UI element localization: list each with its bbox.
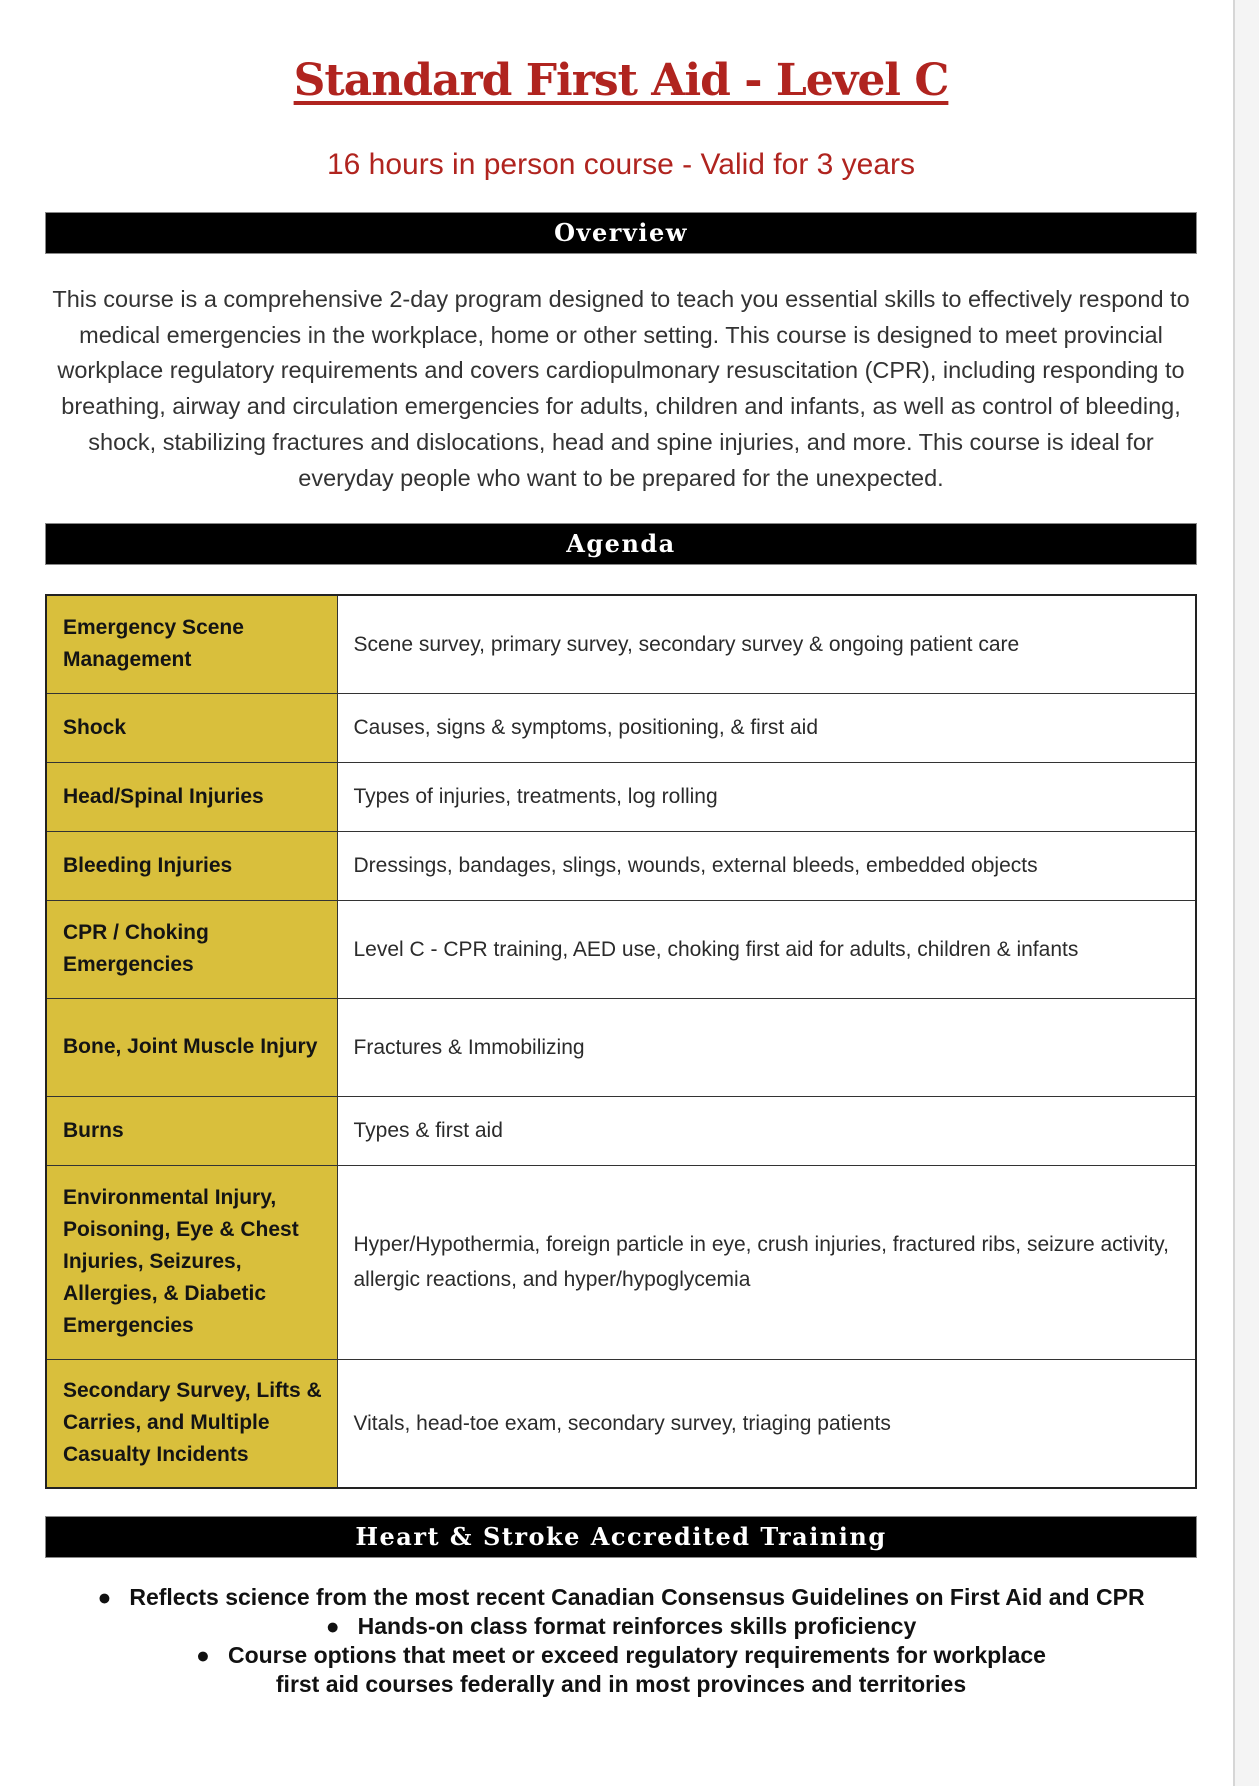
- agenda-topic: Environmental Injury, Poisoning, Eye & Chest Injuries, Seizures, Allergies, & Diabetic Emergencies: [46, 1165, 337, 1359]
- agenda-description: Types of injuries, treatments, log rolling: [337, 762, 1196, 831]
- agenda-topic: Secondary Survey, Lifts & Carries, and Multiple Casualty Incidents: [46, 1359, 337, 1488]
- overview-heading: Overview: [45, 212, 1197, 254]
- bullet-icon: ●: [196, 1642, 210, 1668]
- agenda-topic: Burns: [46, 1096, 337, 1165]
- table-row: [46, 595, 1196, 693]
- agenda-description: Causes, signs & symptoms, positioning, & first aid: [337, 693, 1196, 762]
- table-row: [46, 693, 1196, 762]
- table-row: [46, 1165, 1196, 1359]
- table-row: [46, 831, 1196, 900]
- table-row: [46, 762, 1196, 831]
- agenda-description: Scene survey, primary survey, secondary survey & ongoing patient care: [337, 595, 1196, 693]
- agenda-description: Level C - CPR training, AED use, choking first aid for adults, children & infants: [337, 900, 1196, 998]
- list-item: ● Hands-on class format reinforces skills proficiency: [325, 1613, 917, 1639]
- agenda-topic: CPR / Choking Emergencies: [46, 900, 337, 998]
- page-edge: [1233, 0, 1259, 1786]
- bullet-icon: ●: [325, 1613, 340, 1639]
- bullet-icon: ●: [97, 1584, 112, 1610]
- agenda-description: Dressings, bandages, slings, wounds, external bleeds, embedded objects: [337, 831, 1196, 900]
- agenda-description: Vitals, head-toe exam, secondary survey, triaging patients: [337, 1359, 1196, 1488]
- list-item: ● Course options that meet or exceed regulatory requirements for workplace first aid courses federally and in most provinces and territories: [196, 1642, 1046, 1697]
- page-title: Standard First Aid - Level C: [293, 55, 949, 106]
- agenda-topic: Bone, Joint Muscle Injury: [46, 998, 337, 1096]
- agenda-topic: Emergency Scene Management: [46, 595, 337, 693]
- table-row: [46, 1096, 1196, 1165]
- table-row: [46, 998, 1196, 1096]
- agenda-topic: Head/Spinal Injuries: [46, 762, 337, 831]
- agenda-description: Fractures & Immobilizing: [337, 998, 1196, 1096]
- accreditation-heading: Heart & Stroke Accredited Training: [45, 1516, 1197, 1558]
- overview-paragraph: This course is a comprehensive 2-day program designed to teach you essential skills to effectively respond to medical emergencies in the workplace, home or other setting. This course is designed to meet provincial workplace regulatory requirements and covers cardiopulmonary resuscitation (CPR), including responding to breathing, airway and circulation emergencies for adults, children and infants, as well as control of bleeding, shock, stabilizing fractures and dislocations, head and spine injuries, and more. This course is ideal for everyday people who want to be prepared for the unexpected.: [52, 286, 1190, 491]
- agenda-description: Types & first aid: [337, 1096, 1196, 1165]
- page-subtitle: 16 hours in person course - Valid for 3 years: [326, 148, 916, 181]
- agenda-topic: Bleeding Injuries: [46, 831, 337, 900]
- agenda-heading: Agenda: [45, 523, 1197, 565]
- agenda-description: Hyper/Hypothermia, foreign particle in eye, crush injuries, fractured ribs, seizure activity, allergic reactions, and hyper/hypoglycemia: [337, 1165, 1196, 1359]
- table-row: [46, 1359, 1196, 1488]
- agenda-table: [45, 594, 1197, 1489]
- table-row: [46, 900, 1196, 998]
- agenda-topic: Shock: [46, 693, 337, 762]
- list-item: ● Reflects science from the most recent Canadian Consensus Guidelines on First Aid and CPR: [97, 1584, 1145, 1610]
- accreditation-bullet-list: [45, 1583, 1197, 1699]
